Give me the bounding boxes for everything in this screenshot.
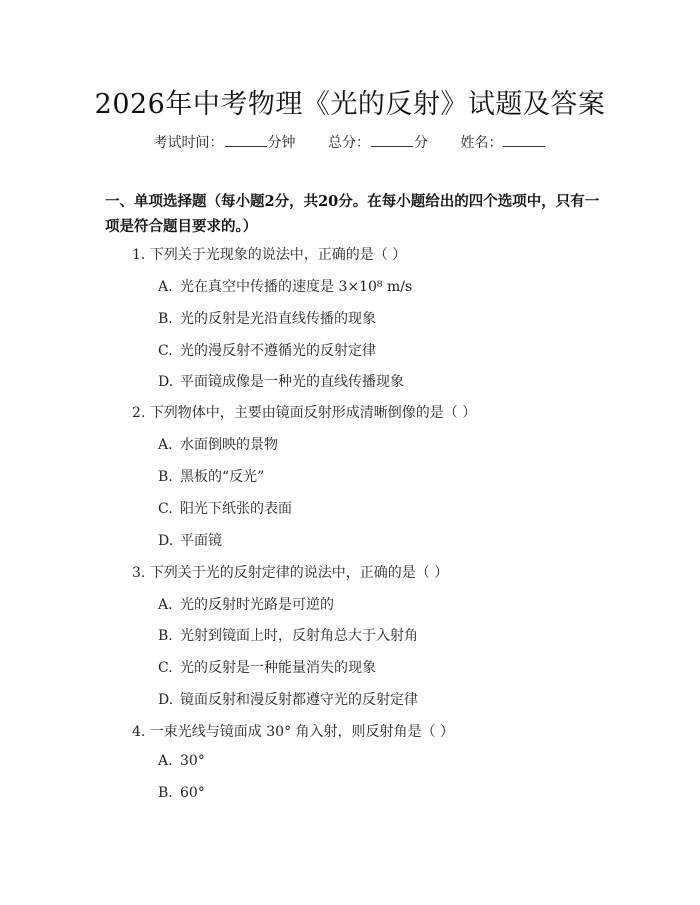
option-letter: C. [158,660,173,676]
q4-option-a [158,753,205,769]
name-label: 姓名： [460,135,503,151]
option-text: 光的漫反射不遵循光的反射定律 [180,343,376,359]
option-text: 水面倒映的景物 [180,437,278,453]
q1-option-d [158,371,404,391]
q2-option-a [158,434,278,454]
document-title: 2026年中考物理《光的反射》试题及答案 [94,89,606,120]
exam-score [328,132,428,152]
question-text: 下列关于光现象的说法中，正确的是（ ） [149,247,407,263]
exam-time [154,132,296,152]
question-text: 一束光线与镜面成 30° 角入射，则反射角是（ ） [149,724,454,740]
option-letter: D. [158,374,174,390]
question-number: 3. [132,565,146,581]
q3-option-c [158,657,376,677]
option-text: 镜面反射和漫反射都遵守光的反射定律 [180,692,418,708]
option-letter: B. [158,311,173,327]
option-text: 阳光下纸张的表面 [180,501,292,517]
option-text: 光的反射是光沿直线传播的现象 [180,311,376,327]
option-text: 60° [180,785,205,801]
option-text: 平面镜成像是一种光的直线传播现象 [180,374,404,390]
option-text: 30° [180,753,205,769]
q3-option-a [158,594,334,614]
option-text: 光的反射是一种能量消失的现象 [180,660,376,676]
question-number: 1. [132,247,146,263]
question-number: 4. [132,724,146,740]
option-text: 光在真空中传播的速度是 3×10⁸ m/s [180,279,413,295]
q4-option-b [158,785,205,801]
question-number: 2. [132,405,146,421]
option-text: 光的反射时光路是可逆的 [180,597,334,613]
q1-option-a [158,276,412,296]
time-unit: 分钟 [267,135,296,151]
question-2 [132,402,476,422]
option-text: 黑板的“反光” [180,469,265,485]
option-letter: A. [158,753,173,769]
option-letter: C. [158,501,173,517]
option-letter: A. [158,437,173,453]
option-letter: D. [158,533,174,549]
q1-option-c [158,340,376,360]
question-1 [132,244,406,264]
score-unit: 分 [414,135,428,151]
question-3 [132,562,448,582]
q3-option-d [158,689,418,709]
time-blank [225,134,267,147]
exam-name [460,132,546,152]
section-heading: 一、单项选择题（每小题2分，共20分。在每小题给出的四个选项中，只有一项是符合题目要求的。） [105,193,600,235]
option-letter: C. [158,343,173,359]
option-letter: B. [158,785,173,801]
q2-option-c [158,498,292,518]
exam-meta-line [0,132,700,152]
option-text: 光射到镜面上时，反射角总大于入射角 [180,628,418,644]
option-text: 平面镜 [180,533,222,549]
option-letter: B. [158,628,173,644]
q3-option-b [158,625,418,645]
question-text: 下列关于光的反射定律的说法中，正确的是（ ） [149,565,449,581]
q1-option-b [158,308,376,328]
time-label: 考试时间： [153,135,224,151]
score-label: 总分： [328,135,370,151]
option-letter: A. [158,279,173,295]
q2-option-d [158,530,222,550]
option-letter: D. [158,692,174,708]
name-blank [503,134,545,147]
option-letter: A. [158,597,173,613]
question-text: 下列物体中，主要由镜面反射形成清晰倒像的是（ ） [149,405,477,421]
q2-option-b [158,466,264,486]
question-4 [132,721,454,741]
score-blank [371,134,413,147]
option-letter: B. [158,469,173,485]
